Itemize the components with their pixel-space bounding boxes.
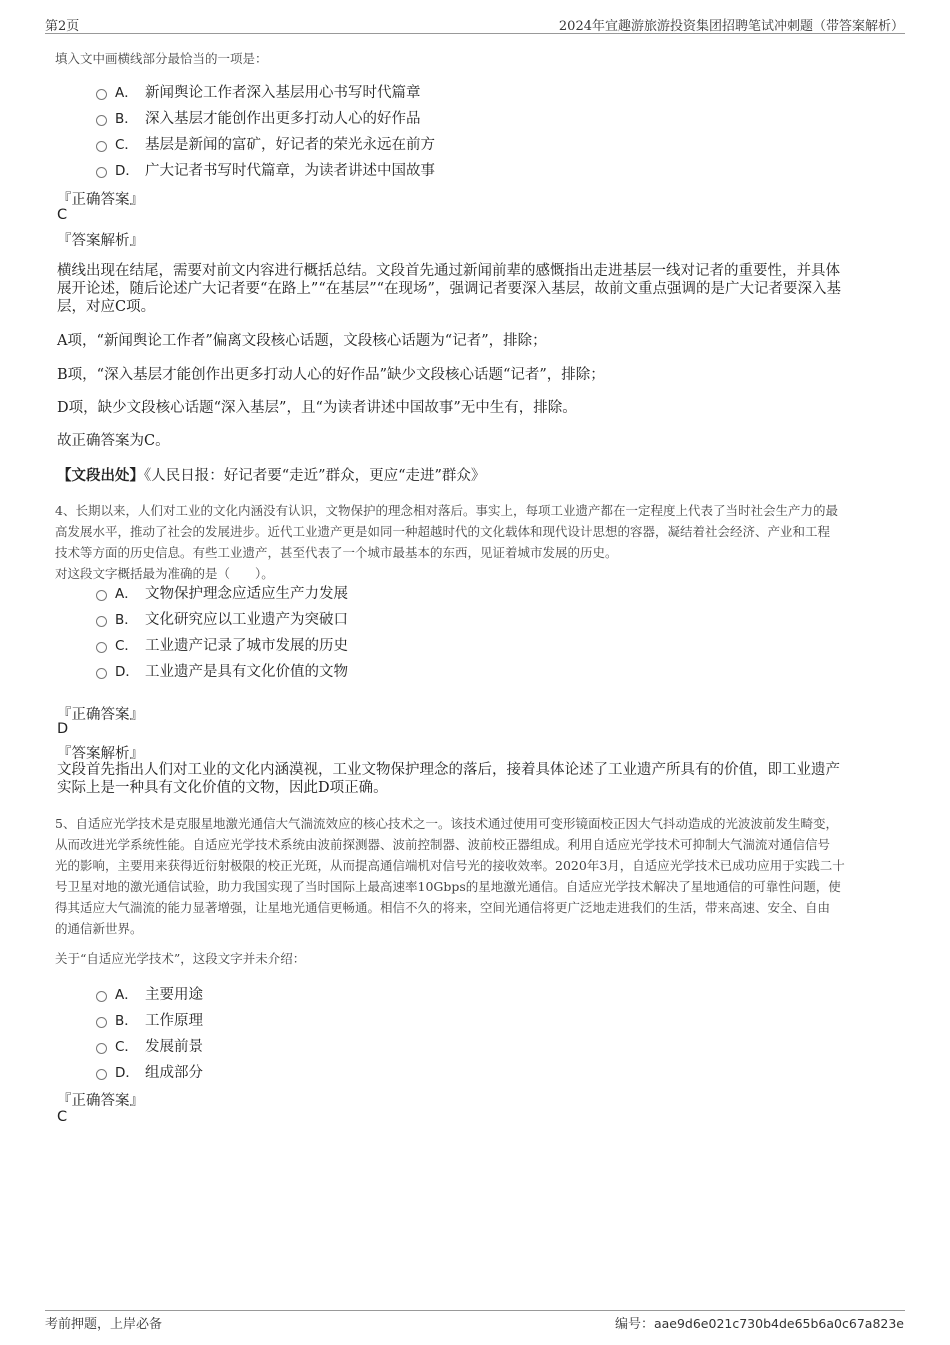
serial-label: 编号： xyxy=(614,1317,654,1332)
q3-reason-a: A项，“新闻舆论工作者”偏离文段核心话题，文段核心话题为“记者”，排除； xyxy=(57,333,547,349)
q4-answer-label: 『正确答案』 xyxy=(57,707,144,723)
q5-question: 关于“自适应光学技术”，这段文字并未介绍： xyxy=(55,951,306,966)
q5-answer: C xyxy=(57,1109,68,1125)
q4-stem: 4、长期以来，人们对工业的文化内涵没有认识，文物保护的理念相对落后。事实上，每项工业遗产都在一定程度上代表了当时社会生产力的最 高发展水平，推动了社会的发展进步。近代工业遗产更是如同一种超越时代的文化载体和现代设计思想的容器，凝结着社会经济、产业和工程 技术等方面的历史信息。有些工业遗产，甚至代表了一个城市最基本的东西，见证着城市发展的历史。 对这段文字概括最为准确的是（ ）。 xyxy=(55,503,838,581)
radio-icon[interactable] xyxy=(96,1017,107,1028)
q4-analysis-label: 『答案解析』 xyxy=(57,746,144,762)
serial-code: aae9d6e021c730b4de65b6a0c67a823e xyxy=(653,1316,904,1331)
source-text: 《人民日报：好记者要“走近”群众，更应“走进”群众》 xyxy=(144,468,486,484)
radio-icon[interactable] xyxy=(96,991,107,1002)
q5-options xyxy=(96,982,203,1082)
q3-conclusion: 故正确答案为C。 xyxy=(57,433,170,449)
q3-analysis-label: 『答案解析』 xyxy=(57,233,144,249)
q4-option-b[interactable]: B． 文化研究应以工业遗产为突破口 xyxy=(96,607,348,629)
q4-option-c[interactable]: C． 工业遗产记录了城市发展的历史 xyxy=(96,633,348,655)
q4-options xyxy=(96,581,348,681)
footer-serial xyxy=(615,1313,904,1332)
q5-option-d[interactable]: D． 组成部分 xyxy=(96,1060,203,1082)
radio-icon[interactable] xyxy=(96,141,107,152)
radio-icon[interactable] xyxy=(96,642,107,653)
source-label: 【文段出处】 xyxy=(57,467,144,484)
q3-answer: C xyxy=(57,207,68,223)
q5-stem: 5、自适应光学技术是克服星地激光通信大气湍流效应的核心技术之一。该技术通过使用可变形镜面校正因大气抖动造成的光波波前发生畸变， 从而改进光学系统性能。自适应光学技术系统由波前探测器、波前控制器、波前校正器组成。利用自适应光学技术可抑制大气湍流对通信信号 光的影响，主要用来获得近衍射极限的校正光斑，从而提高通信端机对信号光的接收效率。2020年3月，自适应光学技术已成功应用于实践二十 号卫星对地的激光通信试验，助力我国实现了当时国际上最高速率10Gbps的星地激光通信。自适应光学技术解决了星地通信的可靠性问题，使 得其适应大气湍流的能力显著增强，让星地光通信更畅通。相信不久的将来，空间光通信将更广泛地走进我们的生活，带来高速、安全、自由 的通信新世界。 xyxy=(55,816,845,936)
radio-icon[interactable] xyxy=(96,89,107,100)
q5-option-a[interactable]: A． 主要用途 xyxy=(96,982,203,1004)
footer-divider xyxy=(45,1310,905,1311)
q5-option-b[interactable]: B． 工作原理 xyxy=(96,1008,203,1030)
q3-answer-label: 『正确答案』 xyxy=(57,192,144,208)
q3-reason-b: B项，“深入基层才能创作出更多打动人心的好作品”缺少文段核心话题“记者”，排除； xyxy=(57,367,605,383)
radio-icon[interactable] xyxy=(96,1069,107,1080)
document-title: 2024年宜趣游旅游投资集团招聘笔试冲刺题（带答案解析） xyxy=(558,19,904,34)
radio-icon[interactable] xyxy=(96,668,107,679)
q3-option-d[interactable]: D． 广大记者书写时代篇章，为读者讲述中国故事 xyxy=(96,158,435,180)
q5-answer-label: 『正确答案』 xyxy=(57,1093,144,1109)
radio-icon[interactable] xyxy=(96,590,107,601)
q4-option-a[interactable]: A． 文物保护理念应适应生产力发展 xyxy=(96,581,348,603)
page-number: 第2页 xyxy=(45,19,80,34)
footer-slogan: 考前押题，上岸必备 xyxy=(45,1317,163,1332)
q3-reason-d: D项，缺少文段核心话题“深入基层”，且“为读者讲述中国故事”无中生有，排除。 xyxy=(57,400,577,416)
q3-option-c[interactable]: C． 基层是新闻的富矿，好记者的荣光永远在前方 xyxy=(96,132,435,154)
q5-option-c[interactable]: C． 发展前景 xyxy=(96,1034,203,1056)
radio-icon[interactable] xyxy=(96,115,107,126)
q3-source xyxy=(57,467,485,485)
q3-analysis: 横线出现在结尾，需要对前文内容进行概括总结。文段首先通过新闻前辈的感慨指出走进基层一线对记者的重要性，并具体 展开论述，随后论述广大记者要“在路上”“在基层”“在现场”，强调记者要深入基层，故前文重点强调的是广大记者要深入基 层，对应C项。 xyxy=(57,263,841,315)
header-divider xyxy=(45,33,905,34)
q3-prompt: 填入文中画横线部分最恰当的一项是： xyxy=(55,51,268,66)
q3-option-a[interactable]: A． 新闻舆论工作者深入基层用心书写时代篇章 xyxy=(96,80,435,102)
radio-icon[interactable] xyxy=(96,616,107,627)
q4-analysis: 文段首先指出人们对工业的文化内涵漠视，工业文物保护理念的落后，接着具体论述了工业遗产所具有的价值，即工业遗产 实际上是一种具有文化价值的文物，因此D项正确。 xyxy=(57,762,840,796)
q3-options xyxy=(96,80,435,180)
radio-icon[interactable] xyxy=(96,1043,107,1054)
q4-option-d[interactable]: D． 工业遗产是具有文化价值的文物 xyxy=(96,659,348,681)
radio-icon[interactable] xyxy=(96,167,107,178)
q4-answer: D xyxy=(57,721,69,737)
q3-option-b[interactable]: B． 深入基层才能创作出更多打动人心的好作品 xyxy=(96,106,435,128)
